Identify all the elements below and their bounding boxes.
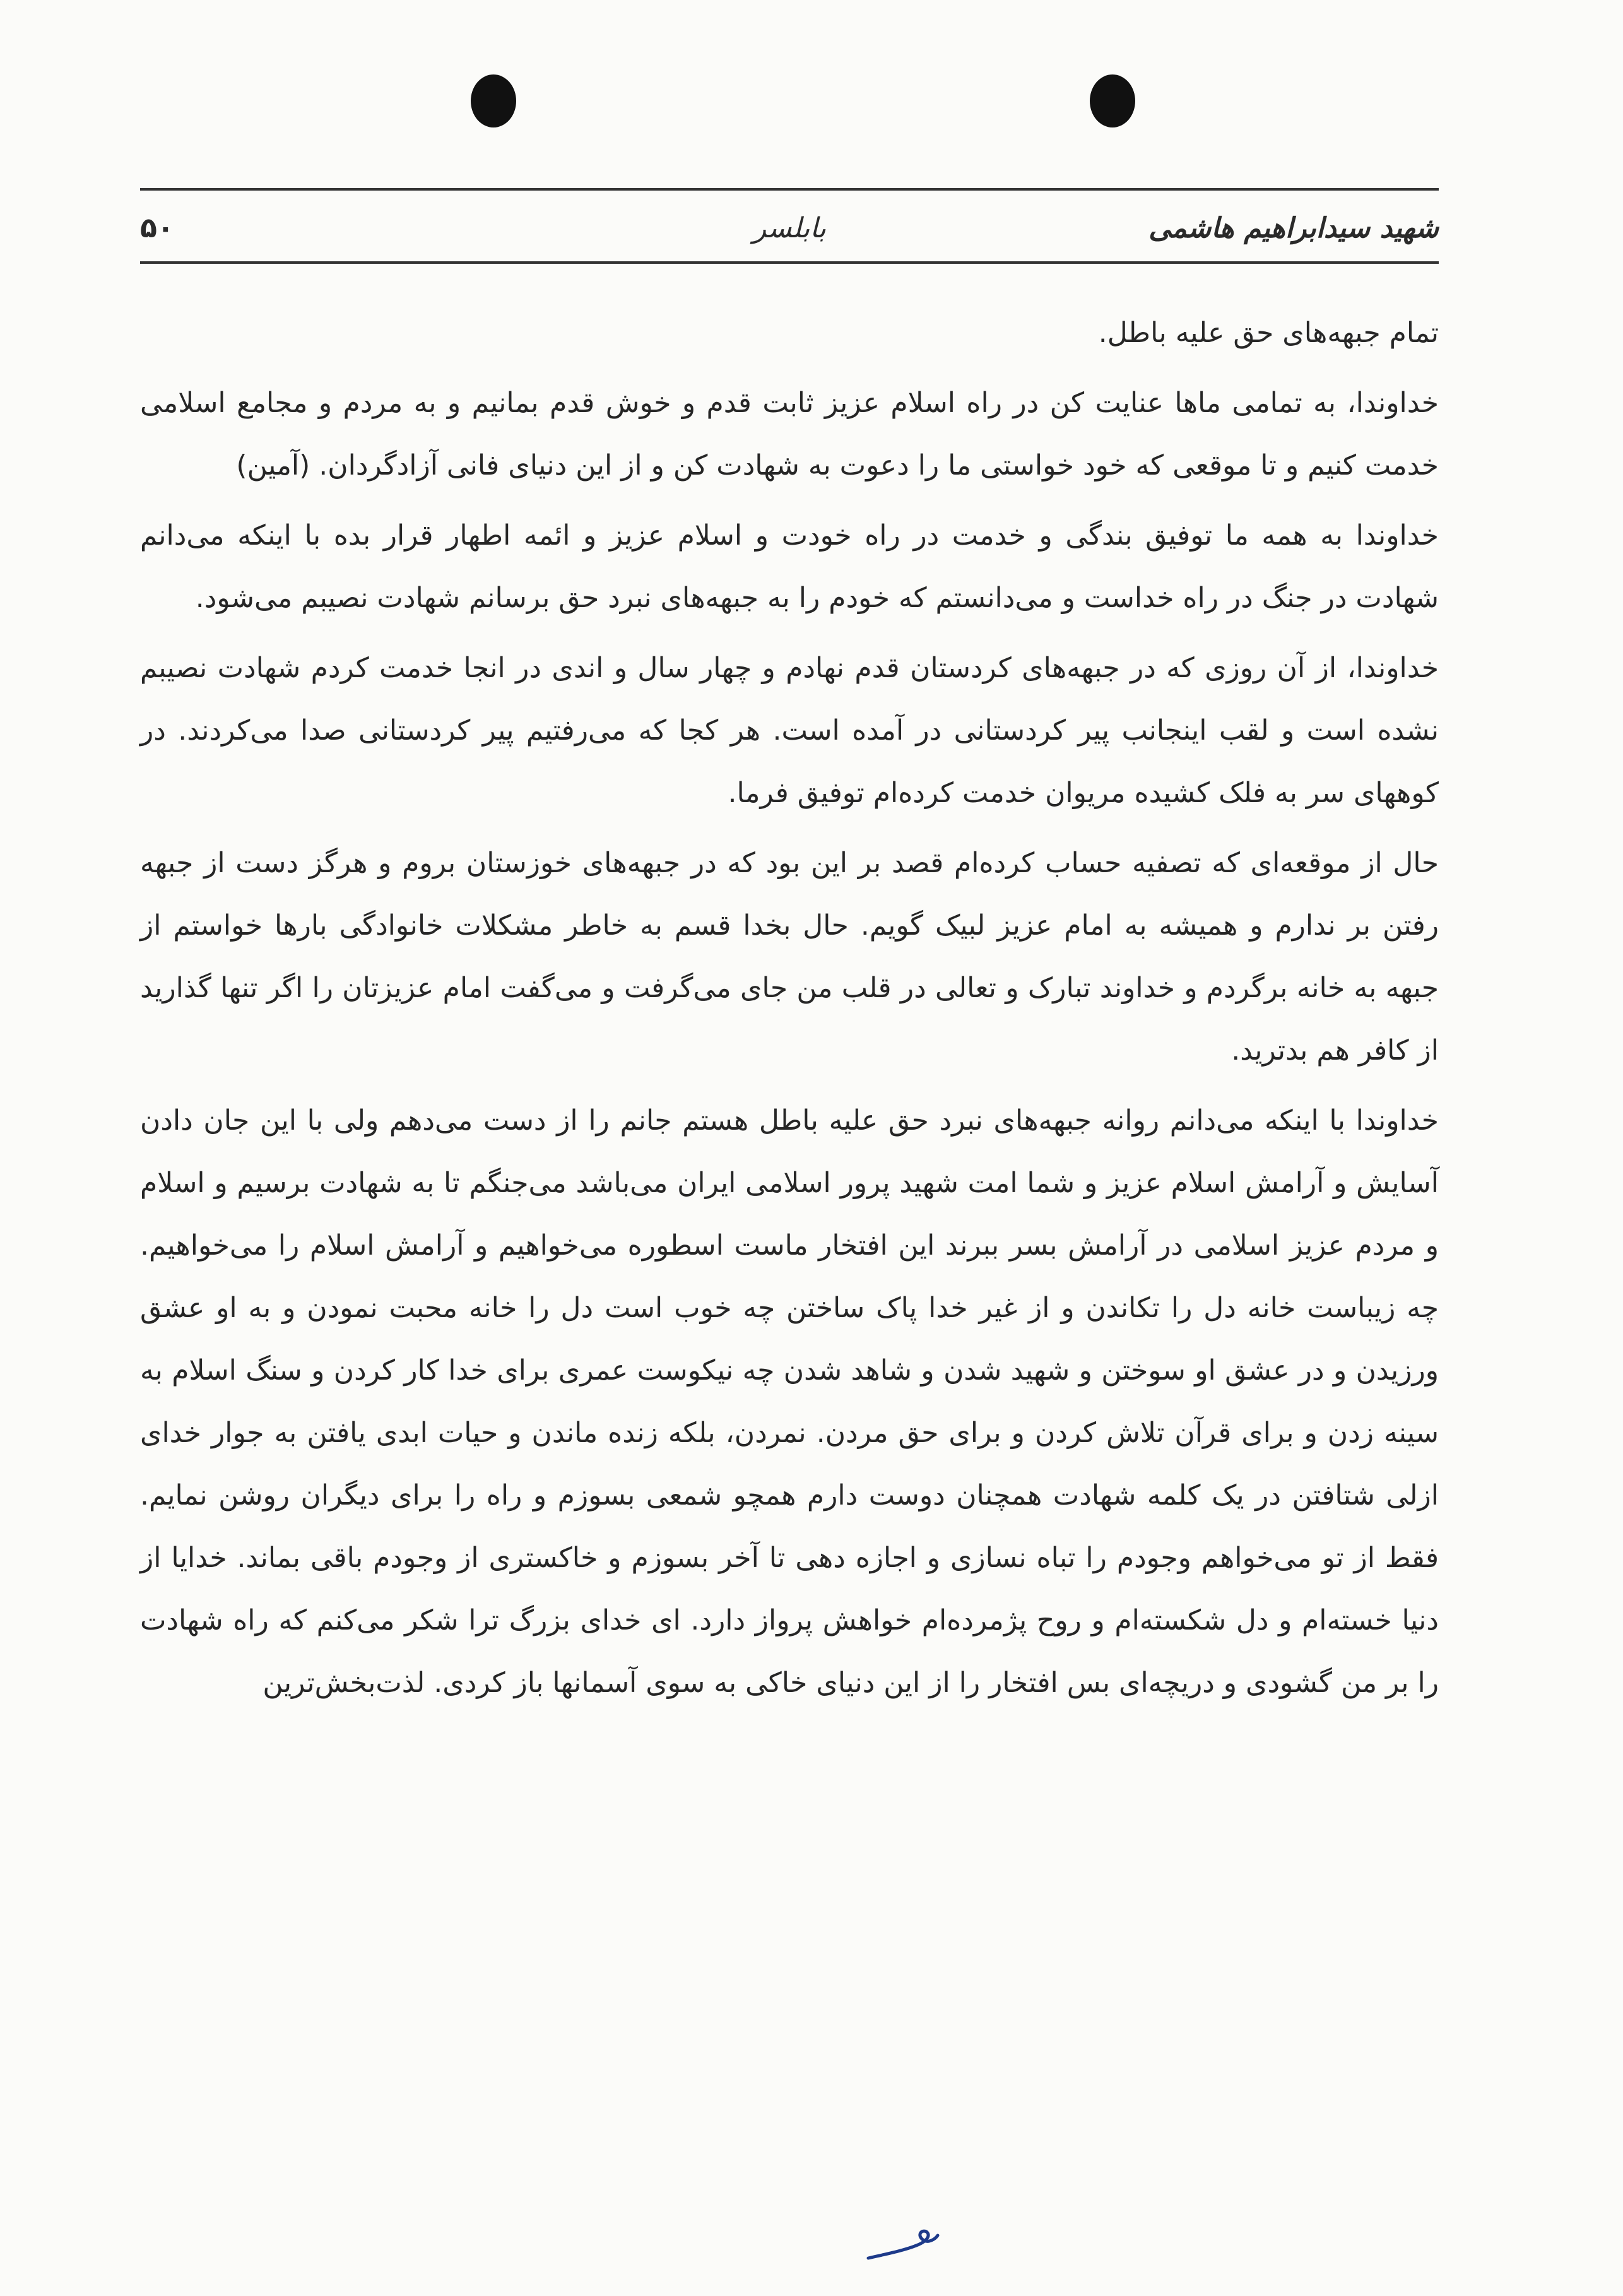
paragraph: خداوندا به همه ما توفیق بندگی و خدمت در راه خودت و اسلام عزیز و ائمه اطهار قرار بده با اینکه می‌دانم شهادت در جنگ در راه خداست و می‌دانستم که خودم را به جبهه‌های نبرد حق برسانم شهادت نصیبم می‌شود. xyxy=(140,519,1439,614)
header-martyr-name: شهید سیدابراهیم هاشمی xyxy=(1148,212,1439,244)
header-city: بابلسر xyxy=(753,212,826,244)
paragraph: حال از موقعه‌ای که تصفیه حساب کرده‌ام قصد بر این بود که در جبهه‌های خوزستان بروم و هرگز دست از جبهه رفتن بر ندارم و همیشه به امام عزیز لبیک گویم. حال بخدا قسم به خاطر مشکلات خانوادگی بارها خواستم از جبهه به خانه برگردم و خداوند تبارک و تعالی در قلب من جای می‌گرفت و می‌گفت امام عزیزتان را اگر تنها گذارید از کافر هم بدترید. xyxy=(140,847,1439,1067)
punch-hole-right xyxy=(1090,74,1135,127)
paragraph: تمام جبهه‌های حق علیه باطل. xyxy=(1098,317,1439,349)
page-number: ۵۰ xyxy=(140,212,174,244)
pen-mark-icon xyxy=(866,2227,941,2262)
paragraph: خداوندا، به تمامی ماها عنایت کن در راه اسلام عزیز ثابت قدم و خوش قدم بمانیم و به مردم و مجامع اسلامی خدمت کنیم و تا موقعی که خود خواستی ما را دعوت به شهادت کن و از این دنیای فانی آزادگردان. (آمین) xyxy=(140,387,1439,482)
paragraph: خداوندا، از آن روزی که در جبهه‌های کردستان قدم نهادم و چهار سال و اندی در انجا خدمت کردم شهادت نصیبم نشده است و لقب اینجانب پیر کردستانی در آمده است. هر کجا که می‌رفتیم پیر کردستانی صدا می‌کردند. در کوههای سر به فلک کشیده مریوان خدمت کرده‌ام توفیق فرما. xyxy=(140,652,1439,809)
page-header xyxy=(140,188,1439,264)
paragraph: خداوندا با اینکه می‌دانم روانه جبهه‌های نبرد حق علیه باطل هستم جانم را از دست می‌دهم ولی با این جان دادن آسایش و آرامش اسلام عزیز و شما امت شهید پرور اسلامی ایران می‌باشد می‌جنگم تا به شهادت برسیم و اسلام و مردم عزیز اسلامی در آرامش بسر ببرند این افتخار ماست اسطوره می‌خواهیم و آرامش اسلام را می‌خواهیم. چه زیباست خانه دل را تکاندن و از غیر خدا پاک ساختن چه خوب است دل را خانه محبت نمودن و به او عشق ورزیدن و در عشق او سوختن و شهید شدن و شاهد شدن چه نیکوست عمری برای خدا کار کردن و سنگ اسلام به سینه زدن و برای قرآن تلاش کردن و برای حق مردن. نمردن، بلکه زنده ماندن و حیات ابدی یافتن به جوار خدای ازلی شتافتن در یک کلمه شهادت همچنان دوست دارم همچو شمعی بسوزم و راه را برای دیگران روشن نمایم. فقط از تو می‌خواهم وجودم را تباه نسازی و اجازه دهی تا آخر بسوزم و خاکستری از وجودم باقی بماند. خدایا از دنیا خسته‌ام و دل شکسته‌ام و روح پژمرده‌ام خواهش پرواز دارد. ای خدای بزرگ ترا شکر می‌کنم که راه شهادت را بر من گشودی و دریچه‌ای بس افتخار را از این دنیای خاکی به سوی آسمانها باز کردی. لذت‌بخش‌ترین xyxy=(140,1104,1439,1699)
document-body xyxy=(140,302,1439,1722)
punch-hole-left xyxy=(471,74,516,127)
